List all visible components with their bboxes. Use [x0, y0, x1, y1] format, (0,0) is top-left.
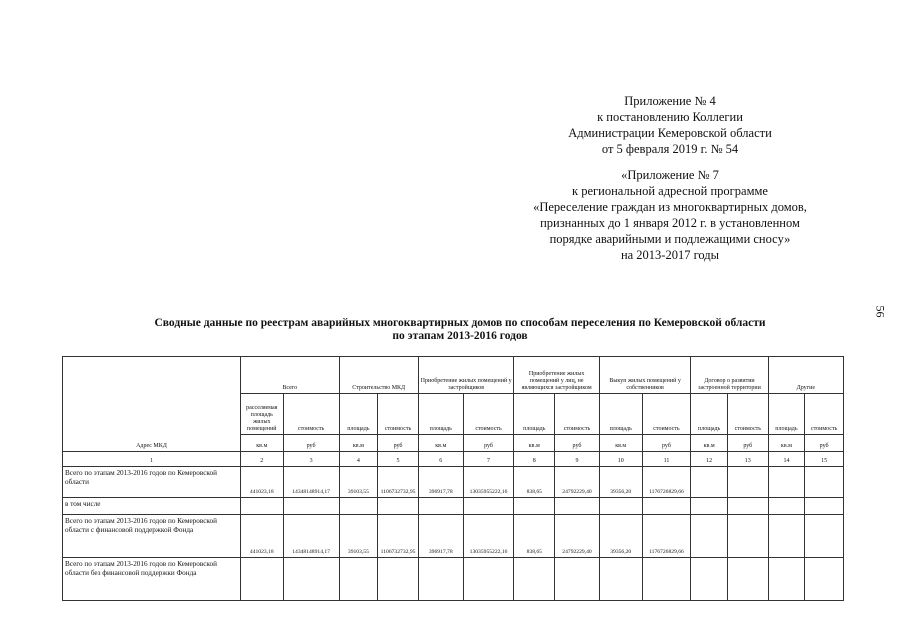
table-cell [691, 498, 728, 515]
table-cell [727, 515, 768, 558]
row-label: Всего по этапам 2013-2016 годов по Кемеровской области [63, 467, 241, 498]
group-header: Приобретение жилых помещений у лиц, не являющихся застройщиком [514, 357, 599, 394]
subheader-cost: стоимость [805, 394, 844, 435]
table-cell [805, 558, 844, 601]
table-cell [514, 498, 555, 515]
column-number: 15 [805, 452, 844, 467]
address-header: Адрес МКД [63, 357, 241, 452]
table-cell [642, 558, 691, 601]
table-cell: 838,65 [514, 515, 555, 558]
table-cell [642, 498, 691, 515]
table-cell [805, 515, 844, 558]
table-cell: 441023,18 [240, 515, 283, 558]
group-header: Выкуп жилых помещений у собственников [599, 357, 691, 394]
appendix-line: признанных до 1 января 2012 г. в установленном [540, 216, 800, 230]
table-cell [463, 558, 514, 601]
group-header: Строительство МКД [339, 357, 418, 394]
column-number: 13 [727, 452, 768, 467]
table-cell [599, 558, 642, 601]
column-number: 3 [283, 452, 339, 467]
table-cell [378, 498, 419, 515]
unit-area: кв.м [768, 435, 805, 452]
column-number: 1 [63, 452, 241, 467]
unit-cost: руб [805, 435, 844, 452]
table-cell: 39103,55 [339, 467, 378, 498]
table-cell [727, 558, 768, 601]
group-header: Другие [768, 357, 843, 394]
table-cell [339, 498, 378, 515]
table-cell [514, 558, 555, 601]
row-label: Всего по этапам 2013-2016 годов по Кемеровской области с финансовой поддержкой Фонда [63, 515, 241, 558]
subheader-area: площадь [514, 394, 555, 435]
table-cell: 24792229,40 [555, 515, 600, 558]
table-cell: 24792229,40 [555, 467, 600, 498]
table-row [63, 558, 844, 601]
table-cell: 39356,20 [599, 515, 642, 558]
appendix-line: Администрации Кемеровской области [568, 126, 772, 140]
appendix-block [520, 93, 820, 263]
unit-area: кв.м [599, 435, 642, 452]
row-label: Всего по этапам 2013-2016 годов по Кемеровской области без финансовой поддержки Фонда [63, 558, 241, 601]
appendix-line: Приложение № 4 [624, 94, 716, 108]
title-line-2: по этапам 2013-2016 годов [392, 330, 528, 342]
appendix-line: «Переселение граждан из многоквартирных домов, [533, 200, 807, 214]
appendix-line: «Приложение № 7 [621, 168, 719, 182]
column-number: 2 [240, 452, 283, 467]
table-cell: 441023,18 [240, 467, 283, 498]
table-cell: 39103,55 [339, 515, 378, 558]
table-cell: 396917,78 [418, 515, 463, 558]
table-cell [768, 515, 805, 558]
column-number: 10 [599, 452, 642, 467]
table-cell [691, 467, 728, 498]
table-cell [418, 498, 463, 515]
table-cell: 13035955222,16 [463, 515, 514, 558]
appendix-line: на 2013-2017 годы [620, 248, 720, 262]
page-number: 56 [873, 305, 888, 318]
table-cell [240, 558, 283, 601]
table-cell: 1176726829,66 [642, 515, 691, 558]
group-header: Всего [240, 357, 339, 394]
table-cell [283, 558, 339, 601]
table-cell [378, 558, 419, 601]
table-cell [463, 498, 514, 515]
subheader-area: площадь [418, 394, 463, 435]
unit-cost: руб [642, 435, 691, 452]
subheader-cost: стоимость [555, 394, 600, 435]
table-cell: 1176726829,66 [642, 467, 691, 498]
table-cell: 39356,20 [599, 467, 642, 498]
column-number: 11 [642, 452, 691, 467]
document-title [60, 317, 860, 343]
column-number: 4 [339, 452, 378, 467]
unit-area: кв.м [339, 435, 378, 452]
subheader-cost: стоимость [727, 394, 768, 435]
table-cell [727, 467, 768, 498]
subheader-area: площадь [339, 394, 378, 435]
appendix-line: порядке аварийными и подлежащими сносу» [549, 232, 791, 246]
table-cell [768, 558, 805, 601]
unit-cost: руб [727, 435, 768, 452]
appendix-line: от 5 февраля 2019 г. № 54 [601, 142, 739, 156]
row-label: в том числе [63, 498, 241, 515]
subheader-cost: стоимость [283, 394, 339, 435]
subheader-area: площадь [691, 394, 728, 435]
table-cell: 1106732732,95 [378, 515, 419, 558]
table-cell [599, 498, 642, 515]
table-cell [768, 498, 805, 515]
column-number: 6 [418, 452, 463, 467]
table-cell: 396917,78 [418, 467, 463, 498]
table-cell: 14348148914,17 [283, 467, 339, 498]
unit-cost: руб [555, 435, 600, 452]
column-number: 5 [378, 452, 419, 467]
column-number: 8 [514, 452, 555, 467]
group-header: Приобретение жилых помещений у застройщиков [418, 357, 514, 394]
group-header: Договор о развитии застроенной территории [691, 357, 768, 394]
subheader-cost: стоимость [642, 394, 691, 435]
table-row [63, 467, 844, 498]
column-number: 14 [768, 452, 805, 467]
unit-area: кв.м [418, 435, 463, 452]
unit-area: кв.м [240, 435, 283, 452]
unit-area: кв.м [691, 435, 728, 452]
table-cell: 13035955222,16 [463, 467, 514, 498]
appendix-line: к региональной адресной программе [572, 184, 768, 198]
table-cell [555, 498, 600, 515]
table-cell [805, 498, 844, 515]
table-cell [691, 515, 728, 558]
title-line-1: Сводные данные по реестрам аварийных многоквартирных домов по способам переселения по Кемеровской области [154, 317, 766, 329]
subheader-area: площадь [768, 394, 805, 435]
table-cell: 14348148914,17 [283, 515, 339, 558]
appendix-line: к постановлению Коллегии [597, 110, 743, 124]
unit-cost: руб [283, 435, 339, 452]
subheader-cost: стоимость [463, 394, 514, 435]
table-cell [339, 558, 378, 601]
unit-area: кв.м [514, 435, 555, 452]
subheader-cost: стоимость [378, 394, 419, 435]
column-number: 9 [555, 452, 600, 467]
unit-cost: руб [378, 435, 419, 452]
subheader-area: площадь [599, 394, 642, 435]
table-cell: 1106732732,95 [378, 467, 419, 498]
table-cell [240, 498, 283, 515]
table-cell [768, 467, 805, 498]
table-cell [727, 498, 768, 515]
column-number: 12 [691, 452, 728, 467]
table-row [63, 515, 844, 558]
summary-table [62, 356, 844, 601]
table-cell [555, 558, 600, 601]
table-cell: 838,65 [514, 467, 555, 498]
column-number: 7 [463, 452, 514, 467]
table-cell [691, 558, 728, 601]
table-cell [283, 498, 339, 515]
unit-cost: руб [463, 435, 514, 452]
table-cell [805, 467, 844, 498]
subheader-total-area: расселяемая площадь жилых помещений [240, 394, 283, 435]
table-row [63, 498, 844, 515]
table-cell [418, 558, 463, 601]
